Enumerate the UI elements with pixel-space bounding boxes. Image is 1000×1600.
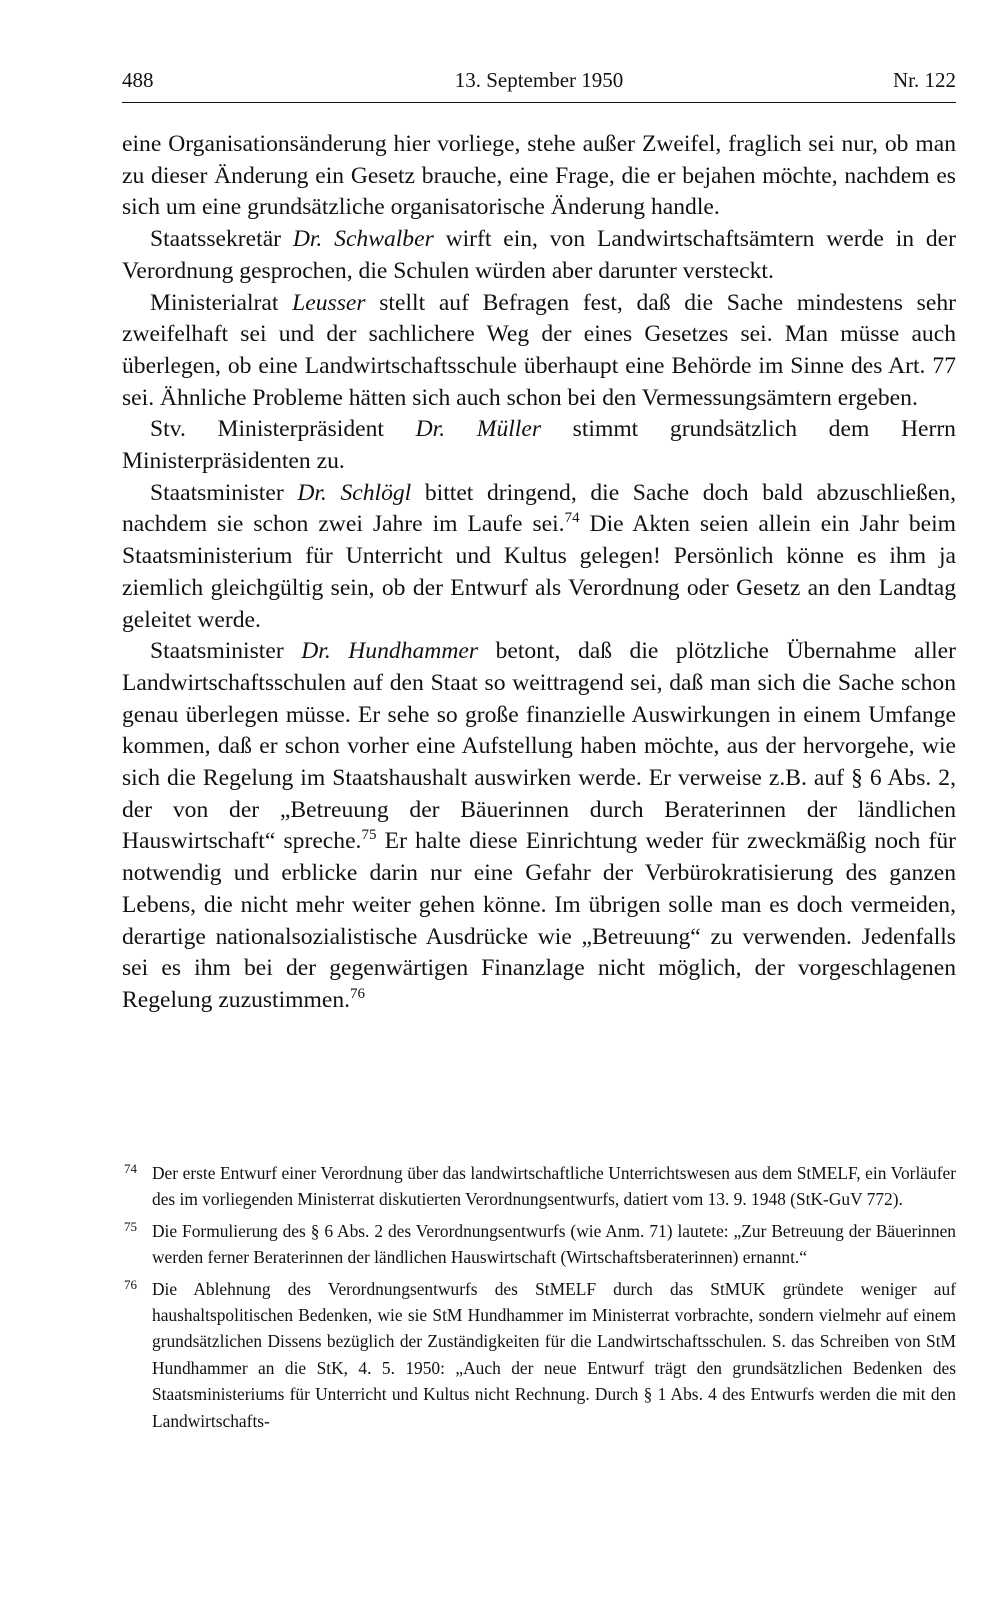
header-date: 13. September 1950 (454, 68, 624, 92)
issue-number: Nr. 122 (893, 68, 956, 92)
speaker-role: Ministerialrat (150, 289, 293, 316)
paragraph-2 (122, 224, 956, 287)
paragraph-5 (122, 478, 956, 637)
footnote-text: Die Ablehnung des Verordnungsentwurfs des StMELF durch das StMUK gründete weniger auf haushaltspolitischen Bedenken, wie sie StM Hundhammer im Ministerrat vorbrachte, sondern vielmehr auf einem grundsätzlichen Dissens bezüglich der Zuständigkeiten für die Landwirtschaftsschulen. S. das Schreiben von StM Hundhammer an die StK, 4. 5. 1950: „Auch der neue Entwurf trägt den grundsätzlichen Bedenken des Staatsministeriums für Unterricht und Kultus nicht Rechnung. Durch § 1 Abs. 4 des Entwurfs werden die mit den Landwirtschafts- (152, 1278, 956, 1431)
paragraph-text: Er halte diese Einrichtung weder für zweckmäßig noch für notwendig und erblicke darin nur eine Gefahr der Verbürokratisierung des ganzen Lebens, die nicht mehr weiter gehen könne. Im übrigen solle man es doch vermeiden, derartige nationalsozialistische Ausdrücke wie „Betreuung“ zu verwenden. Jedenfalls sei es ihm bei der gegenwärtigen Finanzlage nicht möglich, der vorgeschlagenen Regelung zuzustimmen. (122, 828, 956, 1013)
footnote-ref-76[interactable]: 76 (350, 985, 366, 1002)
footnote-ref-75[interactable]: 75 (361, 827, 377, 844)
paragraph-text: stellt auf Befragen fest, daß die Sache mindestens sehr zweifelhaft sei und der sachlichere Weg der eines Gesetzes sei. Man müsse auch überlegen, ob eine Landwirtschaftsschule überhaupt eine Behörde im Sinne des Art. 77 sei. Ähnliche Probleme hätten sich auch schon bei den Vermessungsämtern ergeben. (122, 289, 956, 411)
speaker-name: Schlögl (340, 479, 412, 506)
speaker-title: Dr. (415, 416, 446, 443)
paragraph-1: eine Organisationsänderung hier vorliege, stehe außer Zweifel, fraglich sei nur, ob man zu dieser Änderung ein Gesetz brauche, eine Frage, die er bejahen möchte, nachdem es sich um eine grundsätzliche organisatorische Änderung handle. (122, 131, 956, 221)
speaker-role: Staatssekretär (150, 226, 293, 253)
footnote-mark: 76 (124, 1276, 137, 1292)
speaker-name: Schwalber (334, 226, 434, 253)
paragraph-4 (122, 414, 956, 477)
speaker-title: Dr. (301, 638, 331, 665)
footnote-text: Die Formulierung des § 6 Abs. 2 des Verordnungsentwurfs (wie Anm. 71) lautete: „Zur Betreuung der Bäuerinnen werden ferner Beraterinnen der ländlichen Hauswirtschaft (Wirtschaftsberaterinnen) ernannt.“ (152, 1220, 956, 1268)
page-number: 488 (122, 68, 154, 92)
footnote-mark: 75 (124, 1218, 137, 1234)
speaker-role: Staatsminister (150, 638, 302, 665)
paragraph-text: bittet dringend, die Sache doch bald abzuschließen, nachdem sie schon zwei Jahre im Laufe sei. (122, 479, 956, 538)
footnote-ref-74[interactable]: 74 (564, 510, 580, 527)
footnote-75 (122, 1218, 956, 1271)
speaker-role: Staatsminister (150, 479, 298, 506)
footnote-74 (122, 1160, 956, 1213)
paragraph-3 (122, 288, 956, 415)
speaker-name: Müller (476, 416, 542, 443)
speaker-title: Dr. (297, 479, 327, 506)
footnotes (122, 1160, 956, 1439)
paragraph-text: stimmt grundsätzlich dem Herrn Ministerpräsidenten zu. (122, 416, 956, 475)
main-text (122, 129, 956, 1017)
running-header (122, 64, 956, 103)
footnote-mark: 74 (124, 1161, 137, 1176)
paragraph-6 (122, 636, 956, 1016)
speaker-title: Dr. (292, 226, 323, 253)
footnote-76 (122, 1276, 956, 1434)
speaker-role: Stv. Ministerpräsident (150, 416, 416, 443)
paragraph-text: betont, daß die plötzliche Übernahme aller Landwirtschaftsschulen auf den Staat so weittragend sei, daß man sich die Sache schon genau überlegen müsse. Er sehe so große finanzielle Auswirkungen in einem Umfange kommen, daß er schon vorher eine Aufstellung haben möchte, aus der hervorgehe, wie sich die Regelung im Staatshaushalt auswirken werde. Er verweise z.B. auf § 6 Abs. 2, der von der „Betreuung der Bäuerinnen durch Beraterinnen der ländlichen Hauswirtschaft“ spreche. (122, 638, 956, 855)
speaker-name: Hundhammer (348, 638, 479, 665)
paragraph-text: Die Akten seien allein ein Jahr beim Staatsministerium für Unterricht und Kultus gelegen! Persönlich könne es ihm ja ziemlich gleichgültig sein, ob der Entwurf als Verordnung oder Gesetz an den Landtag geleitet werde. (122, 511, 957, 633)
speaker-name: Leusser (292, 289, 366, 316)
footnote-text: Der erste Entwurf einer Verordnung über das landwirtschaftliche Unterrichtswesen aus dem StMELF, ein Vorläufer des im vorliegenden Ministerrat diskutierten Verordnungsentwurfs, datiert vom 13. 9. 1948 (StK-GuV 772). (152, 1163, 956, 1210)
paragraph-text: wirft ein, von Landwirtschaftsämtern werde in der Verordnung gesprochen, die Schulen würden aber darunter versteckt. (122, 226, 956, 284)
